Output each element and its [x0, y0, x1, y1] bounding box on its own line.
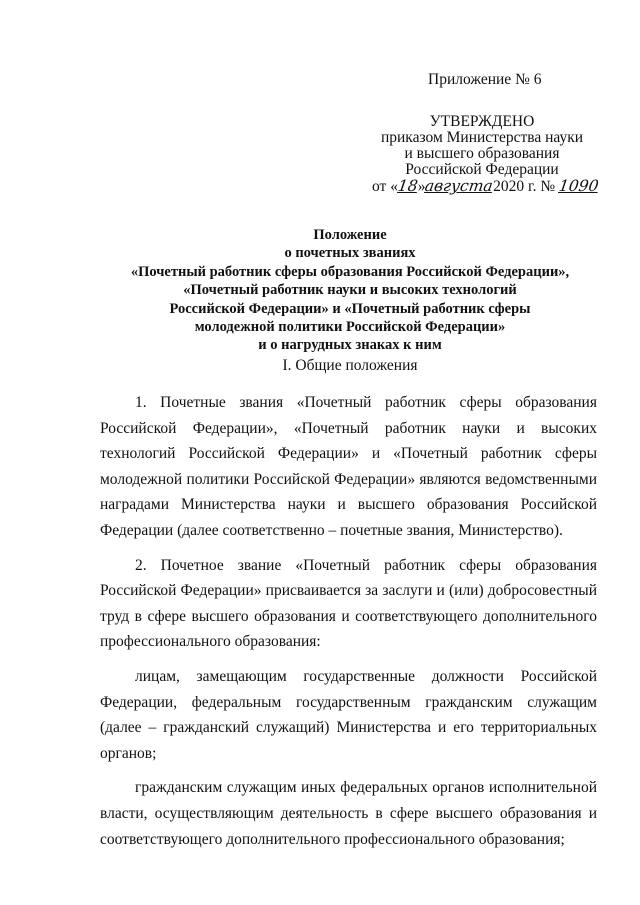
paragraph-1: 1. Почетные звания «Почетный работник сферы образования Российской Федерации», «Почетный работник науки и высоких технологий Российской Федерации» и «Почетный работник сферы молодежной политики Российской Федерации» являются ведомственными наградами Министерства науки и высшего образования Российской Федерации (далее соответственно – почетные звания, Министерство). [100, 394, 597, 539]
date-year: 2020 г. № [493, 178, 556, 195]
handwritten-day: 18 [396, 177, 419, 195]
title-line-5: Российской Федерации» и «Почетный работник сферы [169, 300, 531, 317]
paragraph-3: лицам, замещающим государственные должности Российской Федерации, федеральным государственным гражданским служащим (далее – гражданский служащий) Министерства и его территориальных органов; [100, 667, 597, 762]
title-line-3: «Почетный работник сферы образования Российской Федерации», [130, 263, 570, 280]
document-title [100, 226, 600, 355]
title-line-6: молодежной политики Российской Федерации» [194, 319, 506, 336]
title-line-2: о почетных званиях [284, 245, 416, 262]
handwritten-month: августа [424, 177, 495, 195]
handwritten-order-number: 1090 [557, 177, 600, 195]
title-line-7: и о нагрудных знаках к ним [258, 337, 442, 354]
paragraph-2: 2. Почетное звание «Почетный работник сферы образования Российской Федерации» присваивается за заслуги и (или) добросовестный труд в сфере высшего образования и соответствующего дополнительного профессионального образования: [100, 556, 597, 651]
appendix-label: Приложение № 6 [428, 71, 542, 88]
approval-line-federation: Российской Федерации [405, 161, 559, 178]
date-prefix: от « [372, 178, 398, 195]
approval-line-education: и высшего образования [404, 145, 560, 162]
paragraph-4: гражданским служащим иных федеральных органов исполнительной власти, осуществляющим деятельность в сфере высшего образования и соответствующего дополнительного профессионального образования; [100, 779, 597, 848]
order-date-line [372, 177, 600, 195]
approval-line-ministry: приказом Министерства науки [380, 129, 584, 146]
approved-label: УТВЕРЖДЕНО [429, 113, 535, 130]
title-line-1: Положение [313, 227, 387, 243]
document-body [100, 390, 597, 861]
title-line-4: «Почетный работник науки и высоких технологий [183, 282, 517, 299]
section-heading: I. Общие положения [282, 357, 418, 374]
approval-block [372, 71, 600, 195]
date-mid: » [417, 178, 426, 195]
